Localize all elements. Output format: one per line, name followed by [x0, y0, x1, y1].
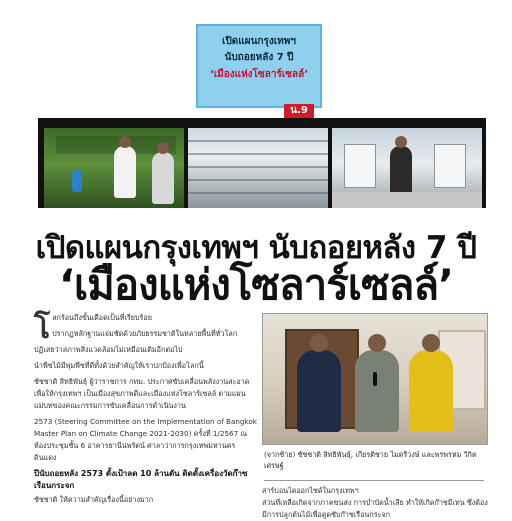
person-right: [409, 350, 453, 432]
headline-line-2: ‘เมืองแห่งโซลาร์เซลล์’: [58, 260, 454, 309]
microphone-icon: [373, 372, 377, 386]
article-photo: [262, 313, 488, 445]
photo-equipment-room: [332, 128, 482, 208]
photo-solar-roof: [188, 128, 328, 208]
article-paragraph-4: นำพืชไม้มีพุ่มพืชที่ดีทั้งด้วยสำคัญให้เราปกป้องเพื่อโลกนี้: [34, 361, 204, 370]
person-center: [355, 350, 399, 432]
watering-can-icon: [72, 170, 82, 192]
article-paragraph-1: ลกร้อนถึงขั้นเดือดเป็นที่เรียบร้อย: [52, 313, 152, 322]
teaser-line-3: ‘เมืองแห่งโซลาร์เซลล์’: [209, 69, 309, 80]
right-paragraph-line-2: ส่วนที่เหลือเกิดจากภาคขนส่ง การบำบัดน้ำเสีย ทำให้เกิดก๊าซมีเทน ซึ่งต้องมีการปลูกต้นไม้เพื่อดูดซับก๊าซเรือนกระจก: [262, 498, 488, 519]
person-head: [422, 334, 440, 352]
person-left: [297, 350, 341, 432]
person-right: [152, 152, 174, 204]
person-head: [119, 136, 131, 148]
roof-line: [188, 179, 328, 181]
person-head: [157, 142, 169, 154]
article-body: [34, 312, 258, 510]
roof-line: [188, 153, 328, 155]
person-dark-suit: [390, 146, 412, 198]
article-subhead-tail: ชัชชาติ ให้ความสำคัญเรื่องนี้อย่างมาก: [34, 495, 154, 504]
electrical-panel: [434, 144, 466, 188]
roof-line: [188, 140, 328, 142]
caption-divider: [264, 480, 484, 481]
teaser-box: [196, 24, 322, 116]
article-paragraph-2: ปรากฏหลักฐานแจ่มชัดด้วยภัยธรรมชาติในหลายพื้นที่ทั่วโลก: [52, 329, 238, 338]
drop-cap: โ: [34, 311, 51, 346]
teaser-line-1: เปิดแผนกรุงเทพฯ: [222, 36, 296, 47]
photo-garden: [44, 128, 184, 208]
teaser-line-2: นับถอยหลัง 7 ปี: [224, 52, 294, 63]
roof-line: [188, 192, 328, 194]
article-subhead: ปีนับถอยหลัง 2573 ตั้งเป้าลด 10 ล้านตัน ติดตั้งเครื่องวัดก๊าซเรือนกระจก: [34, 469, 248, 490]
article-paragraph-6: 2573 (Steering Committee on the Implementation of Bangkok Master Plan on Climate Change 2021-2030) ครั้งที่ 1/2567 ณ ห้องประชุมชั้น 6 อาคารธานีนพรัตน์ ศาลาว่าการกรุงเทพมหานคร ดินแดง: [34, 417, 257, 462]
roof-line: [188, 166, 328, 168]
person-head: [368, 334, 386, 352]
right-paragraph: [262, 485, 488, 519]
electrical-panel: [344, 144, 376, 188]
photo-caption: (จากซ้าย) ชัชชาติ สิทธิพันธุ์, เกียรติชาย ไมตรีวงษ์ และพรพรหม วิกิตเศรษฐ์: [264, 450, 477, 470]
page-badge: น.9: [284, 104, 314, 118]
person-white-shirt: [114, 146, 136, 198]
article-paragraph-5: ชัชชาติ สิทธิพันธุ์ ผู้ว่าราชการ กทม. ประกาศขับเคลื่อนพลังงานสะอาด เพื่อให้กรุงเทพฯ เป็นเมืองสุขภาพดีและเมืองแห่งโซลาร์เซลล์ ตามแผนแม่บทของคณะกรรมการขับเคลื่อนการดำเนินงาน: [34, 377, 250, 410]
right-paragraph-line-1: สาร์บอนไดออกไซด์ในกรุงเทพฯ: [262, 486, 359, 495]
roof-floor: [332, 192, 482, 208]
photo-strip: [38, 118, 486, 208]
headline-line-1: เปิดแผนกรุงเทพฯ นับถอยหลัง 7 ปี: [35, 230, 477, 266]
person-head: [310, 334, 328, 352]
article-paragraph-3: ปฏิเสธว่าสภาพสิ่งแวดล้อมไม่เหมือนเดิมอีกต่อไป: [34, 345, 183, 354]
person-head: [395, 136, 407, 148]
